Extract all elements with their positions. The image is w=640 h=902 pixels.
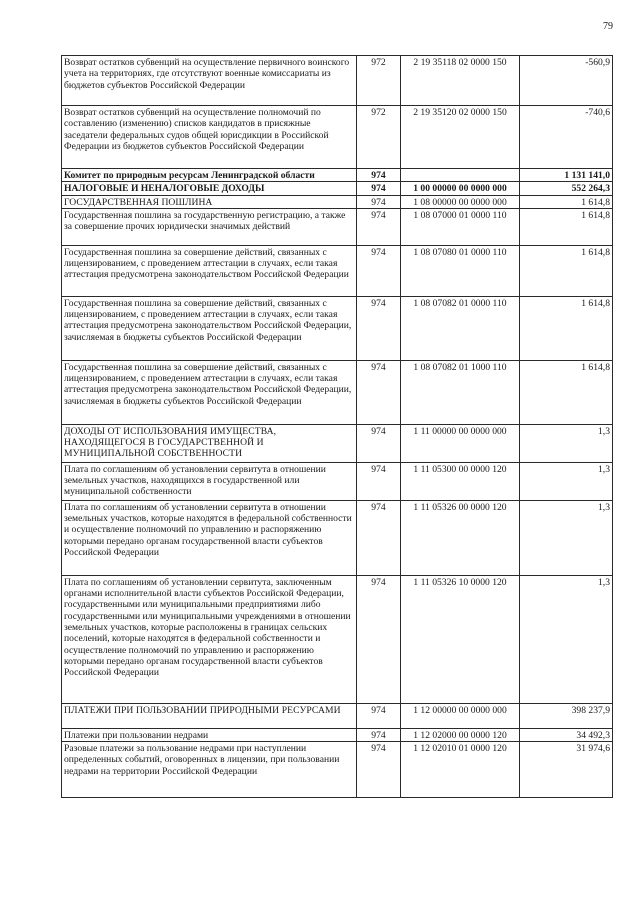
- table-row: [62, 106, 613, 169]
- row-amount: 1,3: [520, 575, 613, 703]
- row-classification-code: 1 12 02000 00 0000 120: [401, 728, 520, 741]
- row-admin-code: 974: [357, 182, 401, 195]
- row-amount: 1 614,8: [520, 360, 613, 424]
- row-classification-code: 1 11 05326 00 0000 120: [401, 500, 520, 575]
- row-amount: 398 237,9: [520, 703, 613, 728]
- table-row: [62, 245, 613, 296]
- table-row: [62, 728, 613, 741]
- row-description: Возврат остатков субвенций на осуществление первичного воинского учета на территориях, где отсутствуют военные комиссариаты из бюджетов субъектов Российской Федерации: [62, 56, 357, 106]
- row-description: Государственная пошлина за совершение действий, связанных с лицензированием, с проведением аттестации в случаях, если такая аттестация предусмотрена законодательством Российской Федерации, зачисляемая в бюджеты субъектов Российской Федерации: [62, 296, 357, 360]
- table-row: [62, 742, 613, 798]
- table-row: [62, 500, 613, 575]
- row-admin-code: 974: [357, 575, 401, 703]
- row-classification-code: 1 12 02010 01 0000 120: [401, 742, 520, 798]
- row-admin-code: 974: [357, 208, 401, 245]
- table-row: [62, 575, 613, 703]
- table-row: [62, 360, 613, 424]
- table-row: [62, 296, 613, 360]
- row-amount: 1,3: [520, 424, 613, 462]
- row-description: Плата по соглашениям об установлении сервитута, заключенным органами исполнительной власти субъектов Российской Федерации, государственными или муниципальными предприятиями либо государственными или муниципальными учреждениями в отношении земельных участков, которые расположены в границах сельских поселений, которые находятся в федеральной собственности и осуществление полномочий по управлению и распоряжению которыми передано органам государственной власти субъектов Российской Федерации: [62, 575, 357, 703]
- row-admin-code: 974: [357, 462, 401, 500]
- revenue-table: [61, 55, 613, 798]
- row-classification-code: 1 11 05326 10 0000 120: [401, 575, 520, 703]
- row-admin-code: 974: [357, 703, 401, 728]
- row-description: НАЛОГОВЫЕ И НЕНАЛОГОВЫЕ ДОХОДЫ: [62, 182, 357, 195]
- row-classification-code: 1 08 07000 01 0000 110: [401, 208, 520, 245]
- row-description: Государственная пошлина за государственную регистрацию, а также за совершение прочих юридически значимых действий: [62, 208, 357, 245]
- row-description: Плата по соглашениям об установлении сервитута в отношении земельных участков, находящихся в государственной или муниципальной собственности: [62, 462, 357, 500]
- row-classification-code: 1 08 07082 01 1000 110: [401, 360, 520, 424]
- row-description: Государственная пошлина за совершение действий, связанных с лицензированием, с проведением аттестации в случаях, если такая аттестация предусмотрена законодательством Российской Федерации: [62, 245, 357, 296]
- row-admin-code: 972: [357, 56, 401, 106]
- row-admin-code: 974: [357, 424, 401, 462]
- row-classification-code: 1 11 00000 00 0000 000: [401, 424, 520, 462]
- table-row: [62, 703, 613, 728]
- row-amount: -740,6: [520, 106, 613, 169]
- row-description: Платежи при пользовании недрами: [62, 728, 357, 741]
- table-row: [62, 169, 613, 182]
- row-admin-code: 974: [357, 245, 401, 296]
- row-admin-code: 972: [357, 106, 401, 169]
- table-row: [62, 182, 613, 195]
- row-description: Разовые платежи за пользование недрами при наступлении определенных событий, оговоренных в лицензии, при пользовании недрами на территории Российской Федерации: [62, 742, 357, 798]
- row-classification-code: 2 19 35118 02 0000 150: [401, 56, 520, 106]
- row-description: Комитет по природным ресурсам Ленинградской области: [62, 169, 357, 182]
- row-classification-code: [401, 169, 520, 182]
- row-description: Плата по соглашениям об установлении сервитута в отношении земельных участков, которые находятся в федеральной собственности и осуществление полномочий по управлению и распоряжению которыми передано органам государственной власти субъектов Российской Федерации: [62, 500, 357, 575]
- row-amount: 1 614,8: [520, 245, 613, 296]
- table-row: [62, 56, 613, 106]
- row-description: ГОСУДАРСТВЕННАЯ ПОШЛИНА: [62, 195, 357, 208]
- row-amount: 1 614,8: [520, 208, 613, 245]
- row-classification-code: 1 08 00000 00 0000 000: [401, 195, 520, 208]
- row-admin-code: 974: [357, 169, 401, 182]
- row-classification-code: 1 12 00000 00 0000 000: [401, 703, 520, 728]
- row-admin-code: 974: [357, 742, 401, 798]
- row-admin-code: 974: [357, 195, 401, 208]
- table-row: [62, 462, 613, 500]
- row-classification-code: 1 00 00000 00 0000 000: [401, 182, 520, 195]
- row-classification-code: 1 08 07080 01 0000 110: [401, 245, 520, 296]
- row-classification-code: 2 19 35120 02 0000 150: [401, 106, 520, 169]
- table-row: [62, 208, 613, 245]
- row-amount: 1 614,8: [520, 195, 613, 208]
- row-amount: 1 131 141,0: [520, 169, 613, 182]
- row-admin-code: 974: [357, 296, 401, 360]
- table-row: [62, 195, 613, 208]
- row-classification-code: 1 08 07082 01 0000 110: [401, 296, 520, 360]
- row-description: ДОХОДЫ ОТ ИСПОЛЬЗОВАНИЯ ИМУЩЕСТВА, НАХОДЯЩЕГОСЯ В ГОСУДАРСТВЕННОЙ И МУНИЦИПАЛЬНОЙ СОБСТВЕННОСТИ: [62, 424, 357, 462]
- row-amount: 1,3: [520, 500, 613, 575]
- row-amount: 1 614,8: [520, 296, 613, 360]
- row-admin-code: 974: [357, 360, 401, 424]
- table-row: [62, 424, 613, 462]
- row-amount: -560,9: [520, 56, 613, 106]
- row-classification-code: 1 11 05300 00 0000 120: [401, 462, 520, 500]
- row-description: Возврат остатков субвенций на осуществление полномочий по составлению (изменению) списков кандидатов в присяжные заседатели федеральных судов общей юрисдикции в Российской Федерации из бюджетов субъектов Российской Федерации: [62, 106, 357, 169]
- row-description: Государственная пошлина за совершение действий, связанных с лицензированием, с проведением аттестации в случаях, если такая аттестация предусмотрена законодательством Российской Федерации, зачисляемая в бюджеты субъектов Российской Федерации: [62, 360, 357, 424]
- row-amount: 34 492,3: [520, 728, 613, 741]
- page-number: 79: [603, 21, 613, 32]
- row-admin-code: 974: [357, 500, 401, 575]
- row-amount: 1,3: [520, 462, 613, 500]
- row-amount: 552 264,3: [520, 182, 613, 195]
- row-admin-code: 974: [357, 728, 401, 741]
- row-description: ПЛАТЕЖИ ПРИ ПОЛЬЗОВАНИИ ПРИРОДНЫМИ РЕСУРСАМИ: [62, 703, 357, 728]
- row-amount: 31 974,6: [520, 742, 613, 798]
